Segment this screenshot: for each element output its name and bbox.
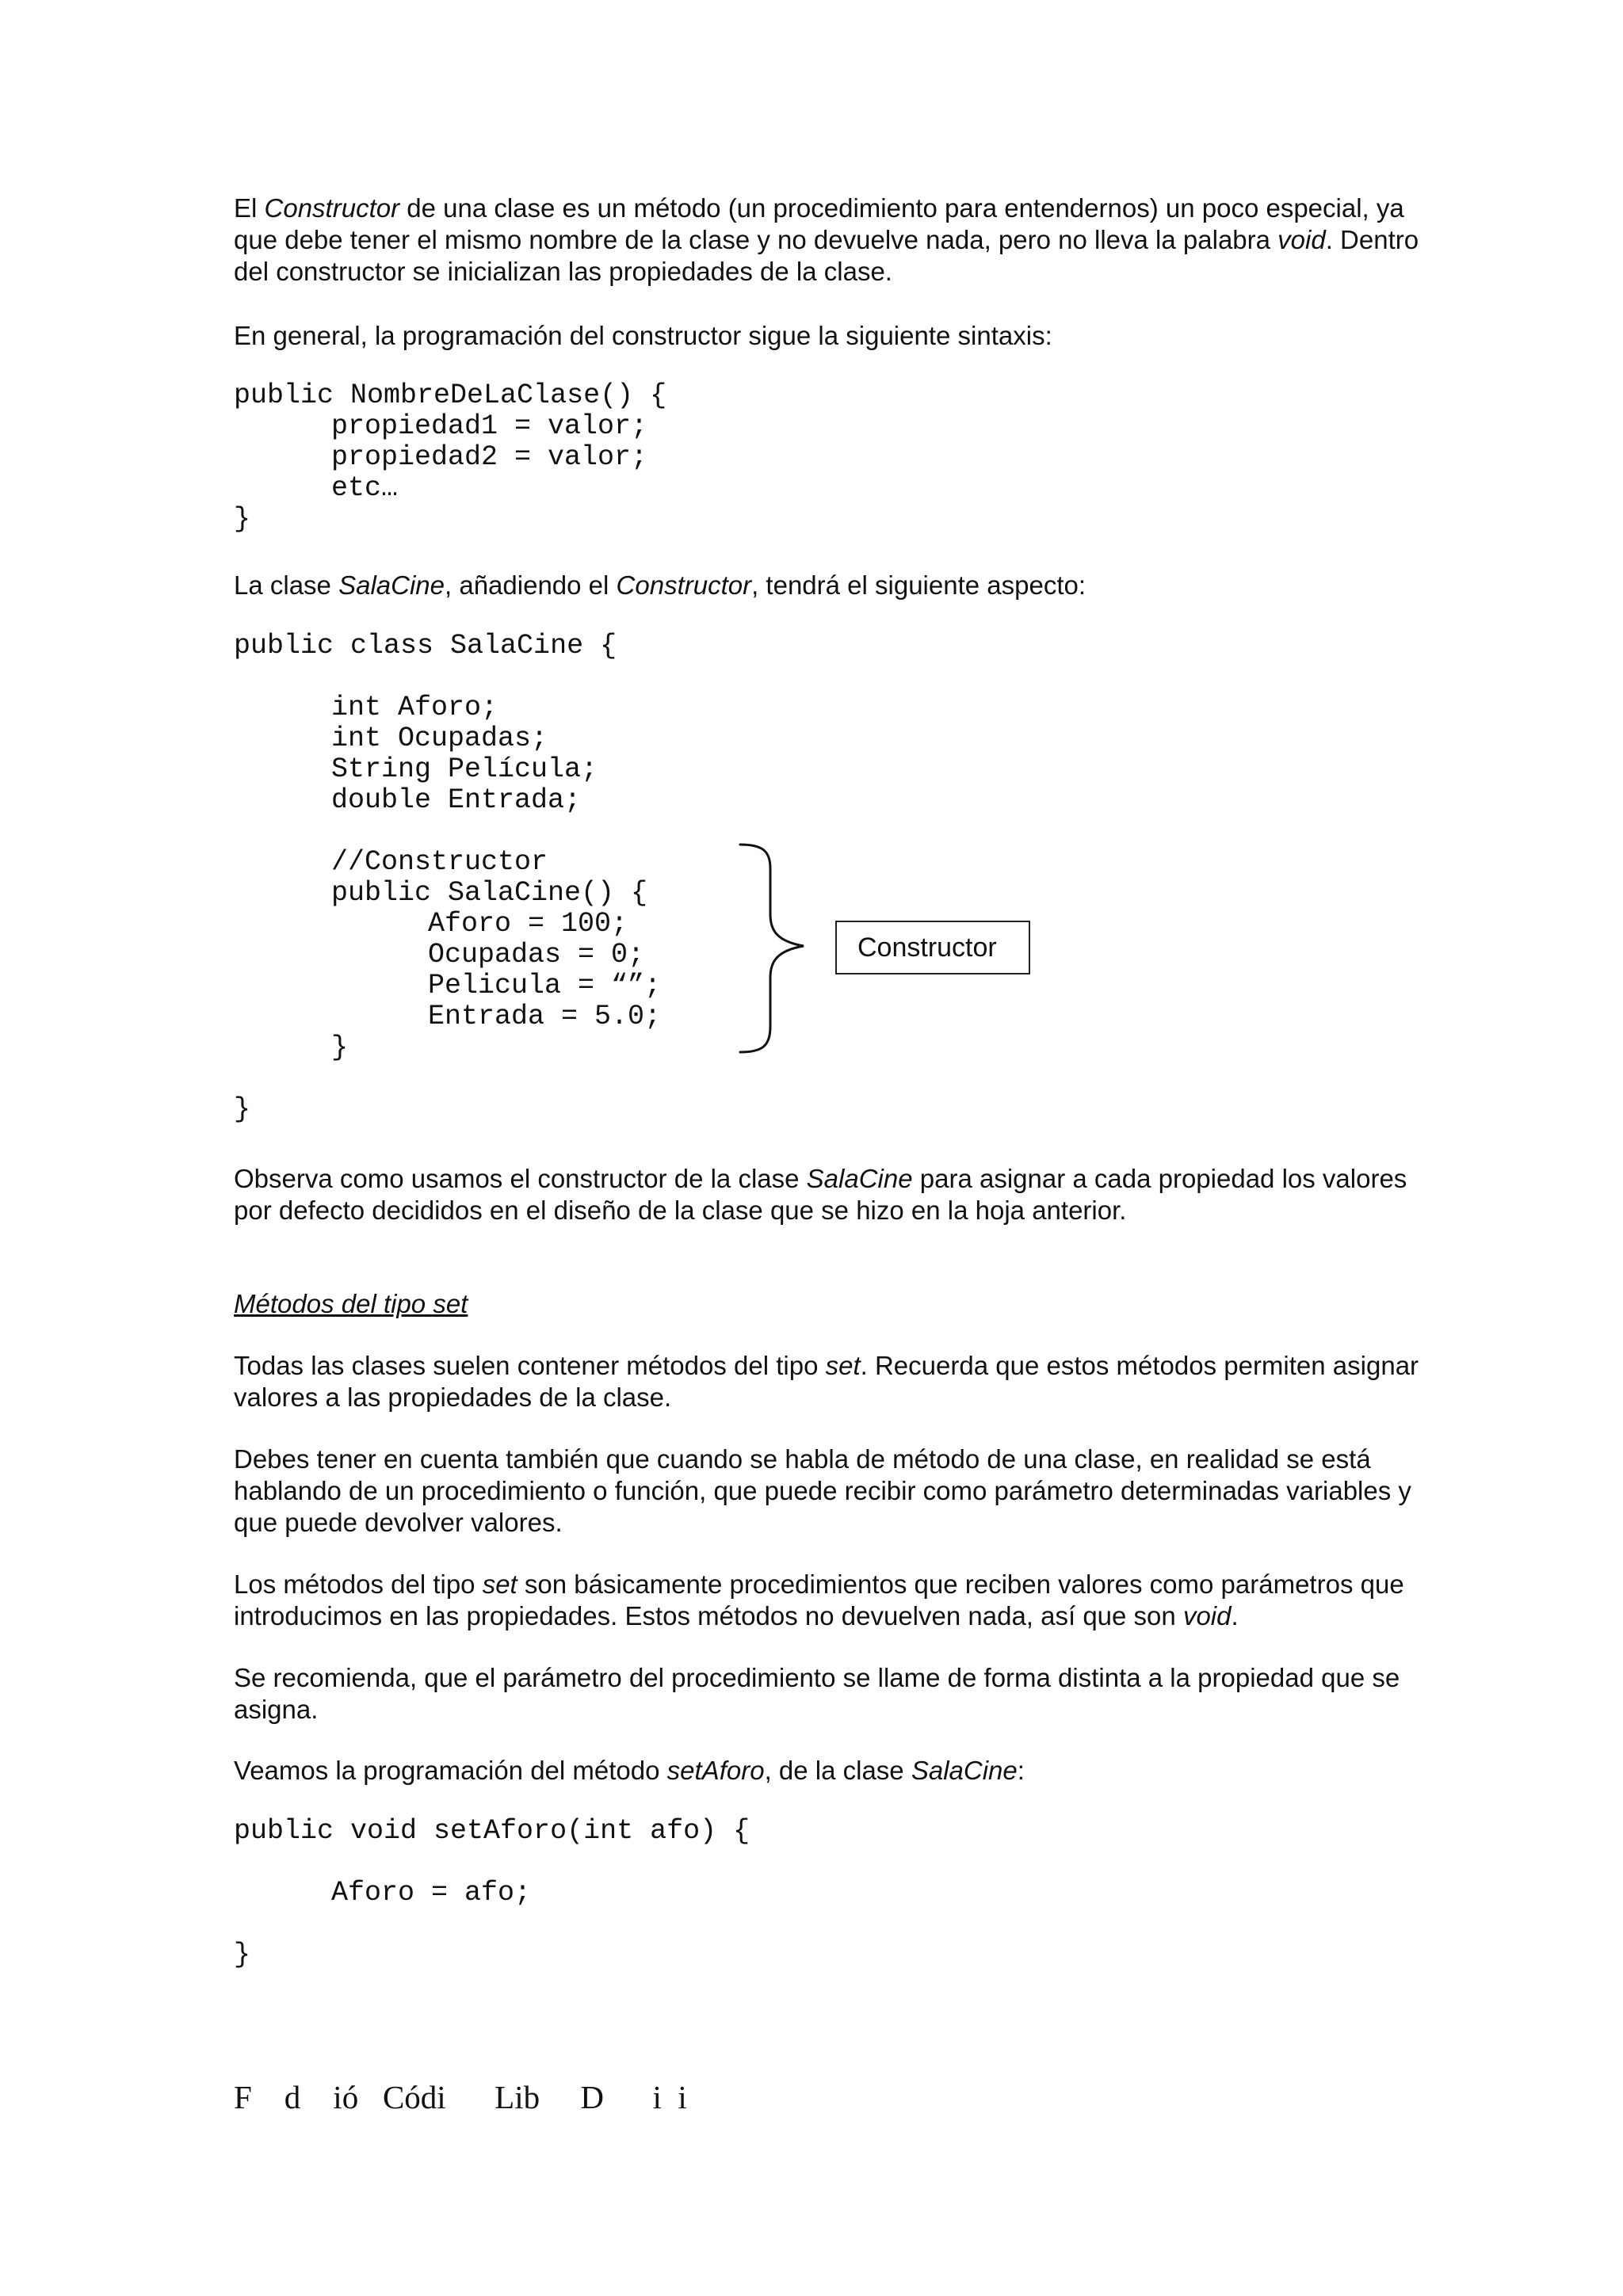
code-line: String Película;	[331, 753, 598, 785]
code-line: propiedad2 = valor;	[331, 441, 648, 473]
code-line: public class SalaCine {	[234, 630, 617, 662]
code-line: }	[331, 1032, 349, 1063]
section-heading-set-methods: Métodos del tipo set	[234, 1289, 468, 1318]
code-line: }	[234, 503, 251, 535]
code-line: Aforo = 100;	[428, 908, 628, 940]
paragraph-method-explanation: Debes tener en cuenta también que cuando se habla de método de una clase, en realidad se está hablando de un procedimiento o función, que puede recibir como parámetro determinadas variables y que puede devolver valores.	[234, 1444, 1411, 1537]
constructor-annotation-box: Constructor	[835, 921, 1030, 974]
code-line: etc…	[331, 472, 399, 504]
code-line: }	[234, 1093, 251, 1125]
paragraph-setaforo-intro: Veamos la programación del método setAforo, de la clase SalaCine:	[234, 1756, 1025, 1785]
code-line: //Constructor	[331, 846, 548, 878]
paragraph-constructor-intro: El Constructor de una clase es un método (un procedimiento para entendernos) un poco especial, ya que debe tener el mismo nombre de la clase y no devuelve nada, pero no lleva la palabra void. Dentro del constructor se inicializan las propiedades de la clase.	[234, 193, 1419, 286]
page-footer: F d ió Códi Lib D i i	[234, 2079, 687, 2115]
code-line: int Ocupadas;	[331, 723, 548, 754]
paragraph-parameter-naming: Se recomienda, que el parámetro del procedimiento se llame de forma distinta a la propiedad que se asigna.	[234, 1663, 1400, 1724]
code-line: double Entrada;	[331, 784, 582, 816]
code-line: Pelicula = “”;	[428, 970, 662, 1001]
code-line: Ocupadas = 0;	[428, 939, 645, 971]
paragraph-salacine-intro: La clase SalaCine, añadiendo el Constructor, tendrá el siguiente aspecto:	[234, 570, 1086, 600]
paragraph-set-procedures: Los métodos del tipo set son básicamente procedimientos que reciben valores como parámetros que introducimos en las propiedades. Estos métodos no devuelven nada, así que son void.	[234, 1569, 1404, 1630]
code-line: public NombreDeLaClase() {	[234, 379, 667, 411]
paragraph-syntax-intro: En general, la programación del constructor sigue la siguiente sintaxis:	[234, 321, 1052, 350]
code-line: Aforo = afo;	[331, 1877, 532, 1909]
code-line: propiedad1 = valor;	[331, 410, 648, 442]
code-line: Entrada = 5.0;	[428, 1001, 662, 1032]
code-line: public SalaCine() {	[331, 877, 648, 909]
code-line: }	[234, 1939, 251, 1970]
code-line: public void setAforo(int afo) {	[234, 1815, 750, 1847]
curly-brace-icon	[735, 841, 807, 1063]
paragraph-set-intro: Todas las clases suelen contener métodos del tipo set. Recuerda que estos métodos permiten asignar valores a las propiedades de la clase.	[234, 1351, 1419, 1412]
code-line: int Aforo;	[331, 692, 498, 723]
paragraph-constructor-observation: Observa como usamos el constructor de la clase SalaCine para asignar a cada propiedad los valores por defecto decididos en el diseño de la clase que se hizo en la hoja anterior.	[234, 1164, 1407, 1225]
